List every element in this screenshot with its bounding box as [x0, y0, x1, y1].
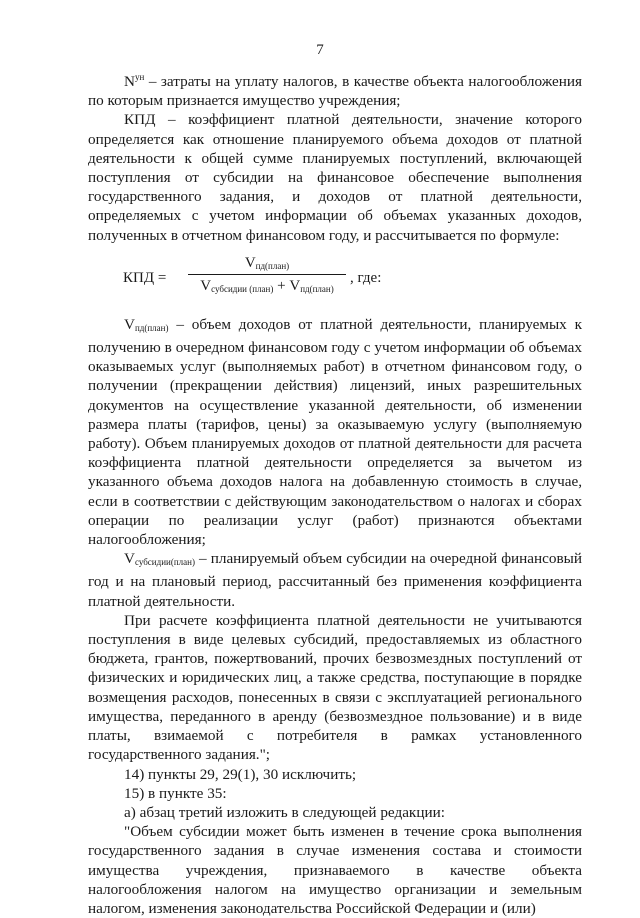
paragraph-nun: [88, 68, 582, 110]
paragraph-new-wording: "Объем субсидии может быть изменен в течение срока выполнения государственного задания в случае изменения состава и стоимости имущества учреждения, признаваемого в качестве объекта налогообложения налогом на имущество организации и земельным налогом, изменения законодательства Российской Федерации и (или): [88, 823, 582, 917]
paragraph-item-15a: а) абзац третий изложить в следующей редакции:: [124, 803, 445, 821]
paragraph-vpd-definition: [88, 315, 582, 549]
symbol-n-superscript: ун: [134, 72, 145, 82]
kpd-formula: [88, 252, 582, 306]
paragraph-exclusions: При расчете коэффициента платной деятельности не учитываются поступления в виде целевых субсидий, предоставляемых из областного бюджета, грантов, пожертвований, прочих безвозмездных поступлений от физических и юридических лиц, а также средства, поступающие в порядке возмещения расходов, понесенных в связи с эксплуатацией регионального имущества, переданного в аренду (безвозмездное пользование) и в виде платы, взимаемой с потребителя в рамках установленного государственного задания.";: [88, 611, 582, 764]
formula-numerator: [188, 254, 346, 275]
paragraph-vpd-text: – объем доходов от платной деятельности, планируемых к получению в очередном финансовом году с учетом информации об объемах оказываемых услуг (выполняемых работ) в отчетном финансовом году, о получении (прекращении действия) лицензий, иных разрешительных документов на осуществление указанной деятельности, об изменении размера платы (тарифов, цены) за оказываемую услугу (выполняемую работу). Объем планируемых доходов от платной деятельности для расчета коэффициента платной деятельности определяется за вычетом из указанного объема доходов налога на добавленную стоимость в случае, если в соответствии с действующим законодательством о налогах и сборах операции по реализации услуг (работ) признаются объектами налогообложения;: [88, 315, 582, 549]
symbol-vpd-sub: пд(план): [134, 322, 169, 333]
symbol-vpd: V: [124, 315, 135, 333]
paragraph-vsub-definition: [88, 549, 582, 611]
formula-lhs: КПД =: [123, 269, 167, 286]
symbol-vsub: V: [124, 550, 135, 568]
formula-denominator: [188, 275, 346, 299]
symbol-vsub-sub: субсидии(план): [134, 557, 195, 568]
formula-den-symbol-2: V: [289, 277, 301, 294]
formula-plus: +: [273, 277, 290, 294]
symbol-n: N: [124, 73, 135, 90]
paragraph-item-14: 14) пункты 29, 29(1), 30 исключить;: [124, 765, 357, 783]
paragraph-nun-text: – затраты на уплату налогов, в качестве объекта налогообложения по которым признается имущество учреждения;: [88, 73, 582, 110]
page-number: 7: [316, 42, 324, 58]
formula-tail: , где:: [350, 269, 382, 286]
formula-fraction: [188, 254, 346, 299]
formula-num-symbol: V: [244, 254, 256, 271]
formula-den-sub-2: пд(план): [300, 283, 334, 294]
formula-den-sub-1: субсидии (план): [211, 283, 274, 294]
formula-den-symbol-1: V: [200, 277, 212, 294]
paragraph-item-15: 15) в пункте 35:: [124, 784, 227, 802]
paragraph-kpd-definition: КПД – коэффициент платной деятельности, значение которого определяется как отношение планируемого объема доходов от платной деятельности к общей сумме планируемых поступлений, включающей поступления от субсидии на финансовое обеспечение выполнения государственного задания, и доходов от платной деятельности, определяемых с учетом информации об объемах указанных доходов, полученных в отчетном финансовом году, и рассчитывается по формуле:: [88, 111, 582, 244]
formula-num-sub: пд(план): [255, 260, 290, 271]
paragraph-vsub-text: – планируемый объем субсидии на очередной финансовый год и на плановый период, рассчитанный без применения коэффициента платной деятельности.: [88, 550, 582, 610]
document-body: [88, 68, 582, 918]
